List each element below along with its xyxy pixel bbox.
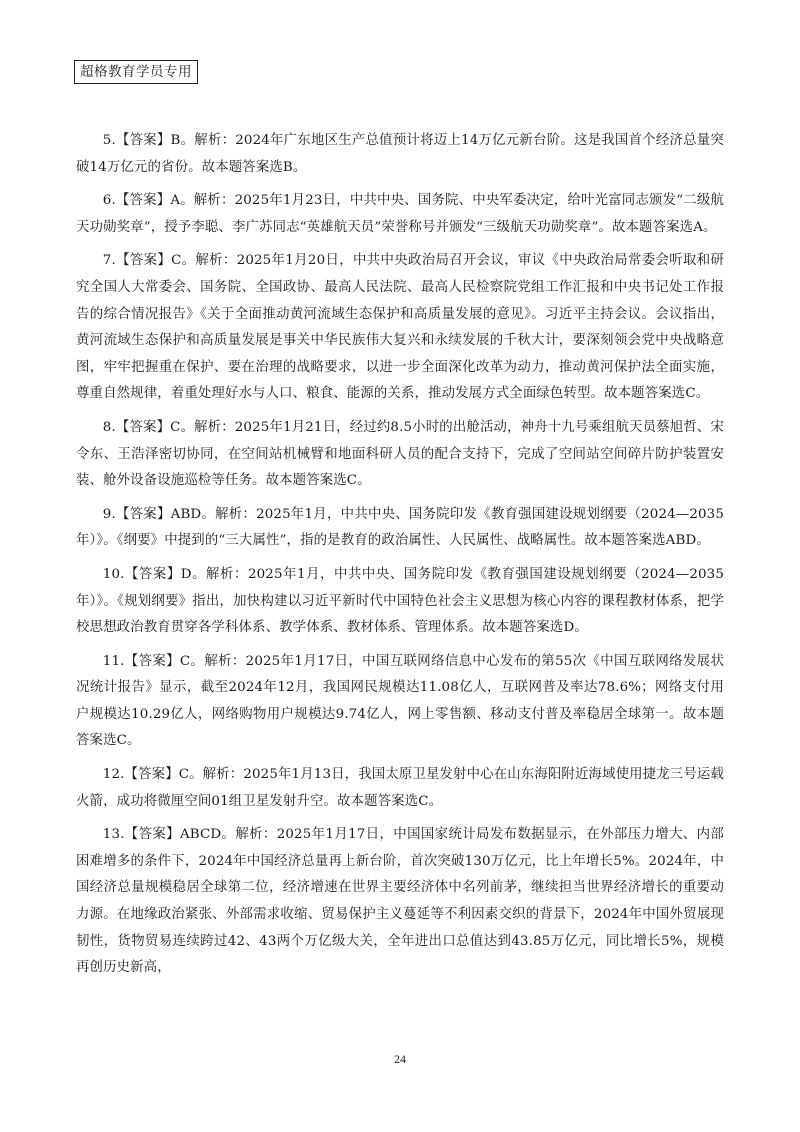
answer-13: 13.【答案】ABCD。解析：2025年1月17日，中国国家统计局发布数据显示，在外部压力增大、内部困难增多的条件下，2024年中国经济总量再上新台阶，首次突破130万亿元，比上年增长5%。2024年，中国经济总量规模稳居全球第二位，经济增速在世界主要经济体中名列前茅，继续担当世界经济增长的重要动力源。在地缘政治紧张、外部需求收缩、贸易保护主义蔓延等不利因素交织的背景下，2024年中国外贸展现韧性，货物贸易连续跨过42、43两个万亿级大关，全年进出口总值达到43.85万亿元，同比增长5%，规模再创历史新高，: [76, 827, 724, 976]
answer-11: 11.【答案】C。解析：2025年1月17日，中国互联网络信息中心发布的第55次《中国互联网络发展状况统计报告》显示，截至2024年12月，我国网民规模达11.08亿人，互联网普及率达78.6%；网络支付用户规模达10.29亿人，网络购物用户规模达9.74亿人，网上零售额、移动支付普及率稳居全球第一。故本题答案选C。: [76, 653, 724, 749]
answer-8: 8.【答案】C。解析：2025年1月21日，经过约8.5小时的出舱活动，神舟十九号乘组航天员蔡旭哲、宋令东、王浩泽密切协同，在空间站机械臂和地面科研人员的配合支持下，完成了空间站空间碎片防护装置安装、舱外设备设施巡检等任务。故本题答案选C。: [76, 419, 724, 489]
answer-5: 5.【答案】B。解析：2024年广东地区生产总值预计将迈上14万亿元新台阶。这是我国首个经济总量突破14万亿元的省份。故本题答案选B。: [76, 133, 724, 175]
answer-10: 10.【答案】D。解析：2025年1月，中共中央、国务院印发《教育强国建设规划纲要（2024—2035年）》。《规划纲要》指出，加快构建以习近平新时代中国特色社会主义思想为核心内容的课程教材体系，把学校思想政治教育贯穿各学科体系、教学体系、教材体系、管理体系。故本题答案选D。: [76, 566, 724, 636]
page-number: 24: [394, 1052, 406, 1066]
answer-list: [76, 128, 724, 989]
answer-6: 6.【答案】A。解析：2025年1月23日，中共中央、国务院、中央军委决定，给叶光富同志颁发“二级航天功勋奖章”，授予李聪、李广苏同志“英雄航天员”荣誉称号并颁发“三级航天功勋奖章”。故本题答案选A。: [76, 193, 724, 235]
answer-12: 12.【答案】C。解析：2025年1月13日，我国太原卫星发射中心在山东海阳附近海域使用捷龙三号运载火箭，成功将微厘空间01组卫星发射升空。故本题答案选C。: [76, 767, 724, 809]
answer-7: 7.【答案】C。解析：2025年1月20日，中共中央政治局召开会议，审议《中央政治局常委会听取和研究全国人大常委会、国务院、全国政协、最高人民法院、最高人民检察院党组工作汇报和中央书记处工作报告的综合情况报告》《关于全面推动黄河流域生态保护和高质量发展的意见》。习近平主持会议。会议指出，黄河流域生态保护和高质量发展是事关中华民族伟大复兴和永续发展的千秋大计，要深刻领会党中央战略意图，牢牢把握重在保护、要在治理的战略要求，以进一步全面深化改革为动力，推动黄河保护法全面实施，尊重自然规律，着重处理好水与人口、粮食、能源的关系，推动发展方式全面绿色转型。故本题答案选C。: [76, 253, 724, 402]
header-tag: 超格教育学员专用: [74, 60, 198, 84]
answer-9: 9.【答案】ABD。解析：2025年1月，中共中央、国务院印发《教育强国建设规划纲要（2024—2035年）》。《纲要》中提到的“三大属性”，指的是教育的政治属性、人民属性、战略属性。故本题答案选ABD。: [76, 506, 724, 549]
